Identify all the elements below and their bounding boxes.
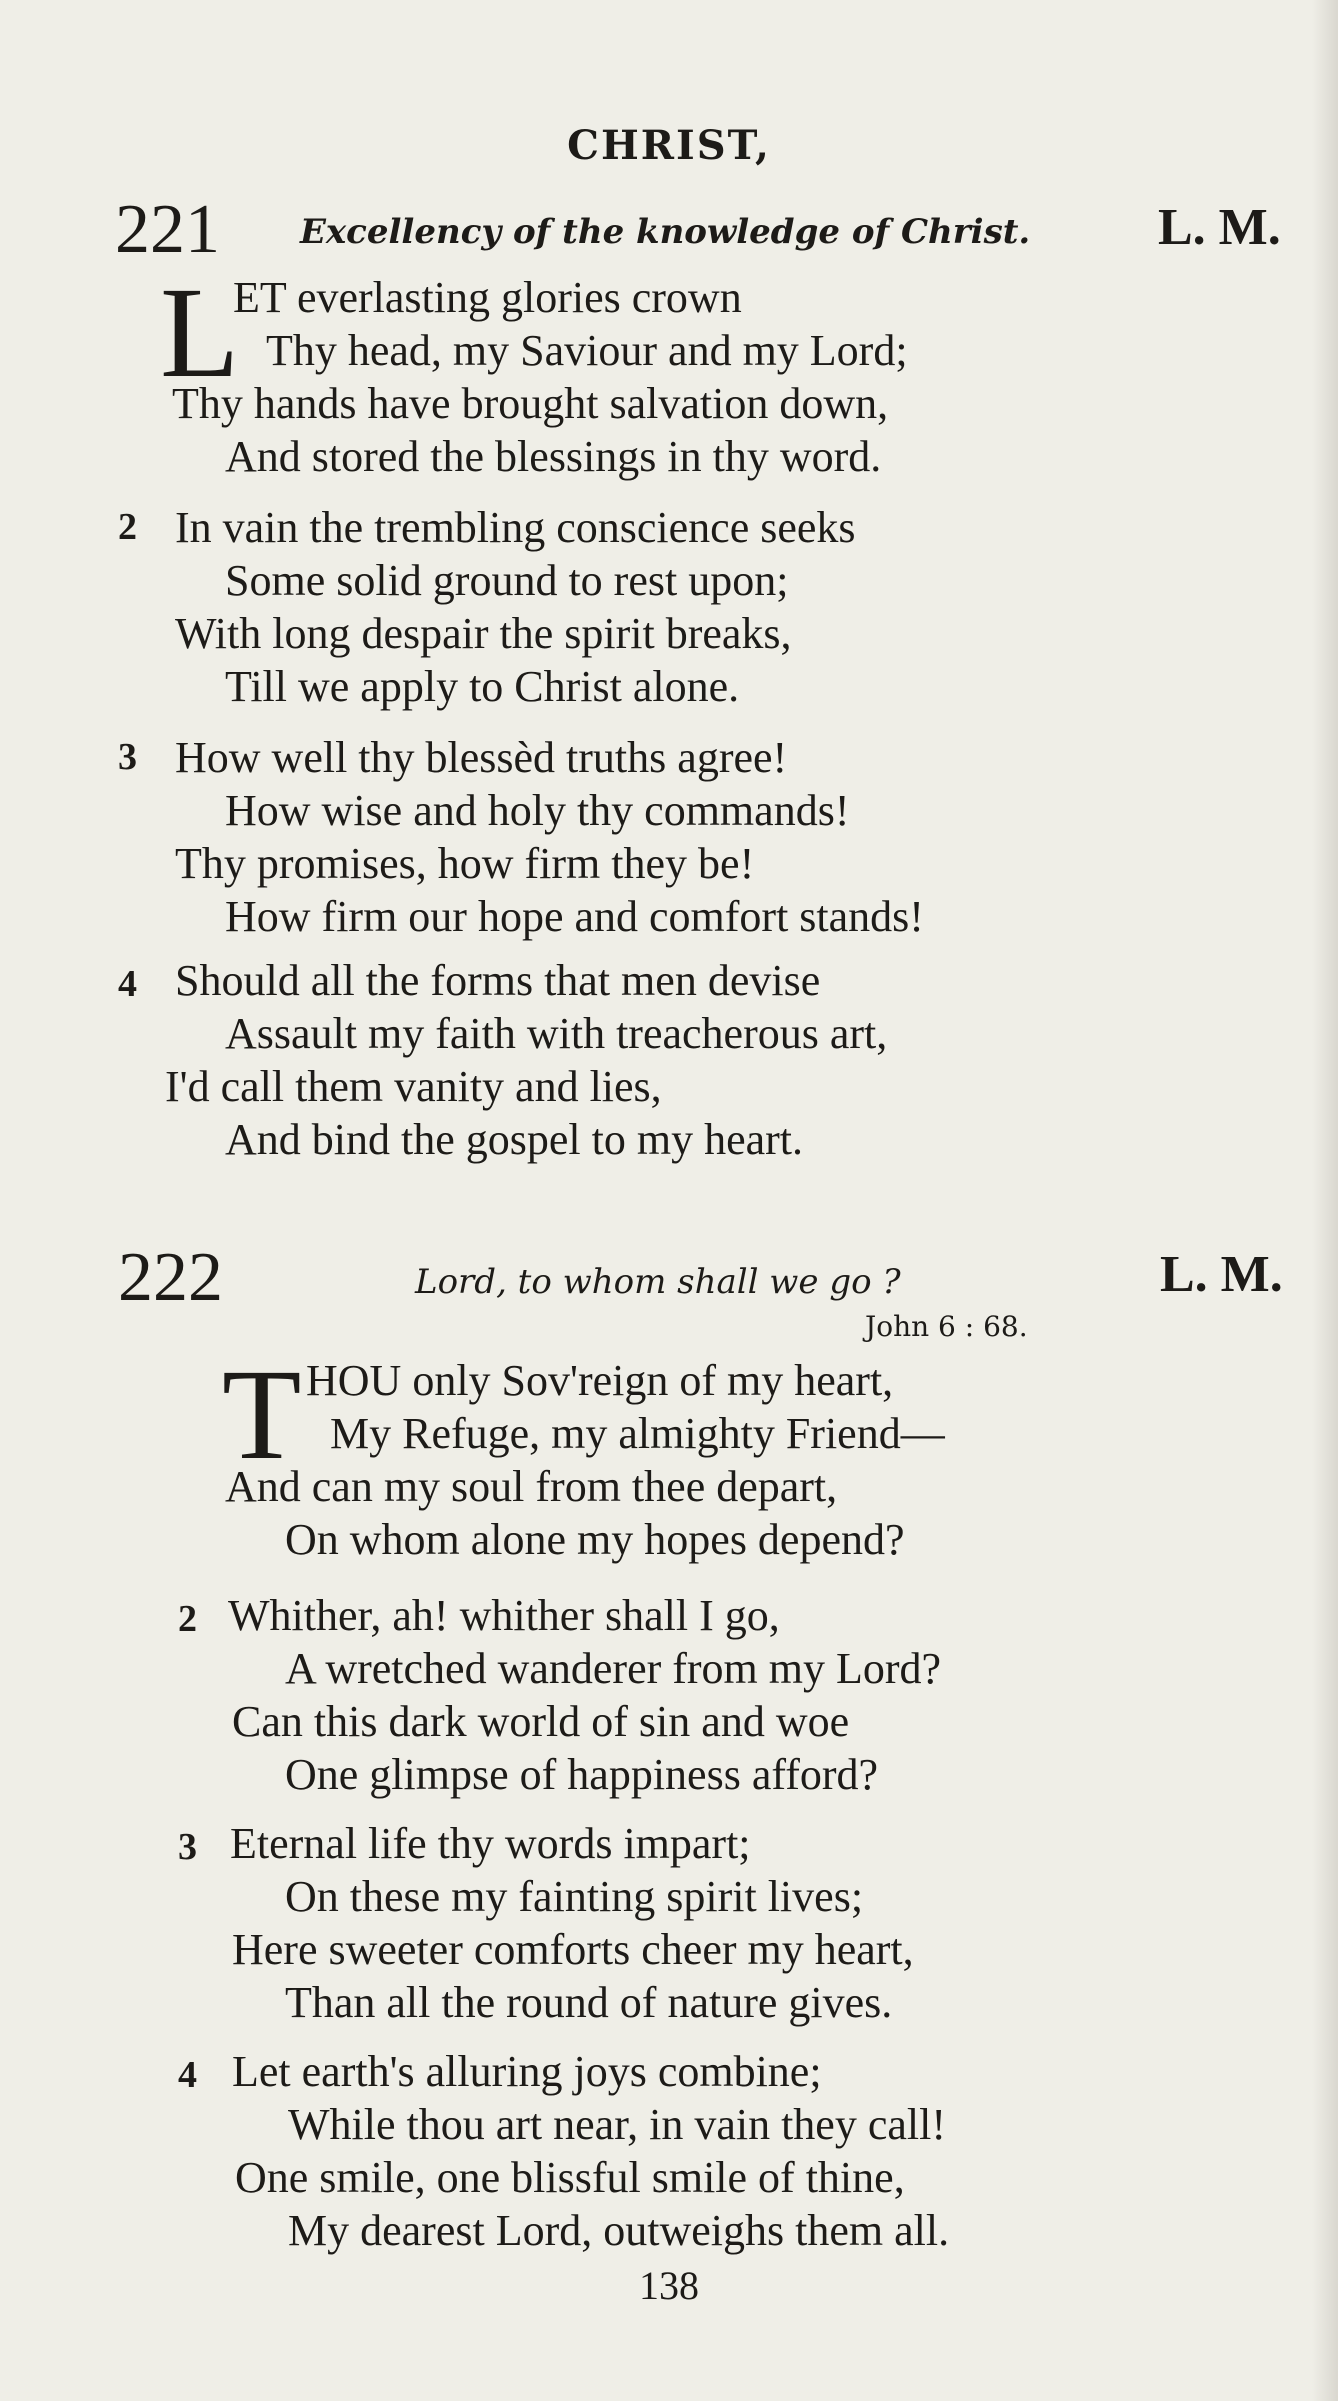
verse-number: 3 [178, 1826, 197, 1868]
page-number: 138 [639, 2263, 699, 2308]
verse-line: One glimpse of happiness afford? [285, 1750, 879, 1799]
hymn-number: 221 [115, 191, 220, 268]
drop-cap: L [160, 261, 240, 405]
verse-line: Can this dark world of sin and woe [232, 1697, 850, 1746]
verse-line: Till we apply to Christ alone. [225, 662, 740, 711]
verse-line: My dearest Lord, outweighs them all. [288, 2206, 950, 2255]
verse-line: In vain the trembling conscience seeks [175, 503, 856, 552]
hymn-title: Lord, to whom shall we go ? [415, 1262, 901, 1302]
verse-line: Should all the forms that men devise [175, 956, 821, 1005]
verse-line: ET everlasting glories crown [233, 273, 742, 322]
verse-line: And bind the gospel to my heart. [225, 1115, 804, 1164]
verse-number: 3 [118, 736, 137, 778]
verse-line: HOU only Sov'reign of my heart, [306, 1356, 894, 1405]
verse-line: On whom alone my hopes depend? [285, 1515, 905, 1564]
verse-line: How wise and holy thy commands! [225, 786, 850, 835]
verse-line: On these my fainting spirit lives; [285, 1872, 864, 1921]
verse-line: Let earth's alluring joys combine; [232, 2047, 822, 2096]
hymn-title: Excellency of the knowledge of Christ. [300, 212, 1031, 252]
running-head: CHRIST, [567, 122, 771, 169]
verse-line: How firm our hope and comfort stands! [225, 892, 924, 941]
verse-number: 2 [118, 506, 137, 548]
verse-line: Thy hands have brought salvation down, [172, 379, 889, 428]
verse-number: 4 [118, 963, 137, 1005]
scripture-reference: John 6 : 68. [865, 1310, 1028, 1343]
hymn-meter: L. M. [1158, 199, 1281, 256]
verse-number: 4 [178, 2054, 197, 2096]
verse-line: Thy promises, how firm they be! [175, 839, 755, 888]
verse-line: With long despair the spirit breaks, [175, 609, 792, 658]
verse-line: I'd call them vanity and lies, [165, 1062, 662, 1111]
verse-line: Thy head, my Saviour and my Lord; [266, 326, 908, 375]
verse-line: And stored the blessings in thy word. [225, 432, 882, 481]
verse-number: 2 [178, 1598, 197, 1640]
page-edge-shadow [1312, 0, 1338, 2401]
verse-line: Here sweeter comforts cheer my heart, [232, 1925, 914, 1974]
verse-line: One smile, one blissful smile of thine, [235, 2153, 905, 2202]
drop-cap: T [222, 1343, 302, 1487]
verse-line: Some solid ground to rest upon; [225, 556, 789, 605]
verse-line: While thou art near, in vain they call! [288, 2100, 946, 2149]
verse-line: And can my soul from thee depart, [225, 1462, 838, 1511]
verse-line: Assault my faith with treacherous art, [225, 1009, 888, 1058]
verse-line: Than all the round of nature gives. [285, 1978, 893, 2027]
verse-line: How well thy blessèd truths agree! [175, 733, 788, 782]
hymn-number: 222 [118, 1239, 223, 1316]
hymn-meter: L. M. [1160, 1246, 1283, 1303]
verse-line: Whither, ah! whither shall I go, [228, 1591, 780, 1640]
verse-line: My Refuge, my almighty Friend— [330, 1409, 945, 1458]
verse-line: Eternal life thy words impart; [230, 1819, 751, 1868]
verse-line: A wretched wanderer from my Lord? [285, 1644, 942, 1693]
